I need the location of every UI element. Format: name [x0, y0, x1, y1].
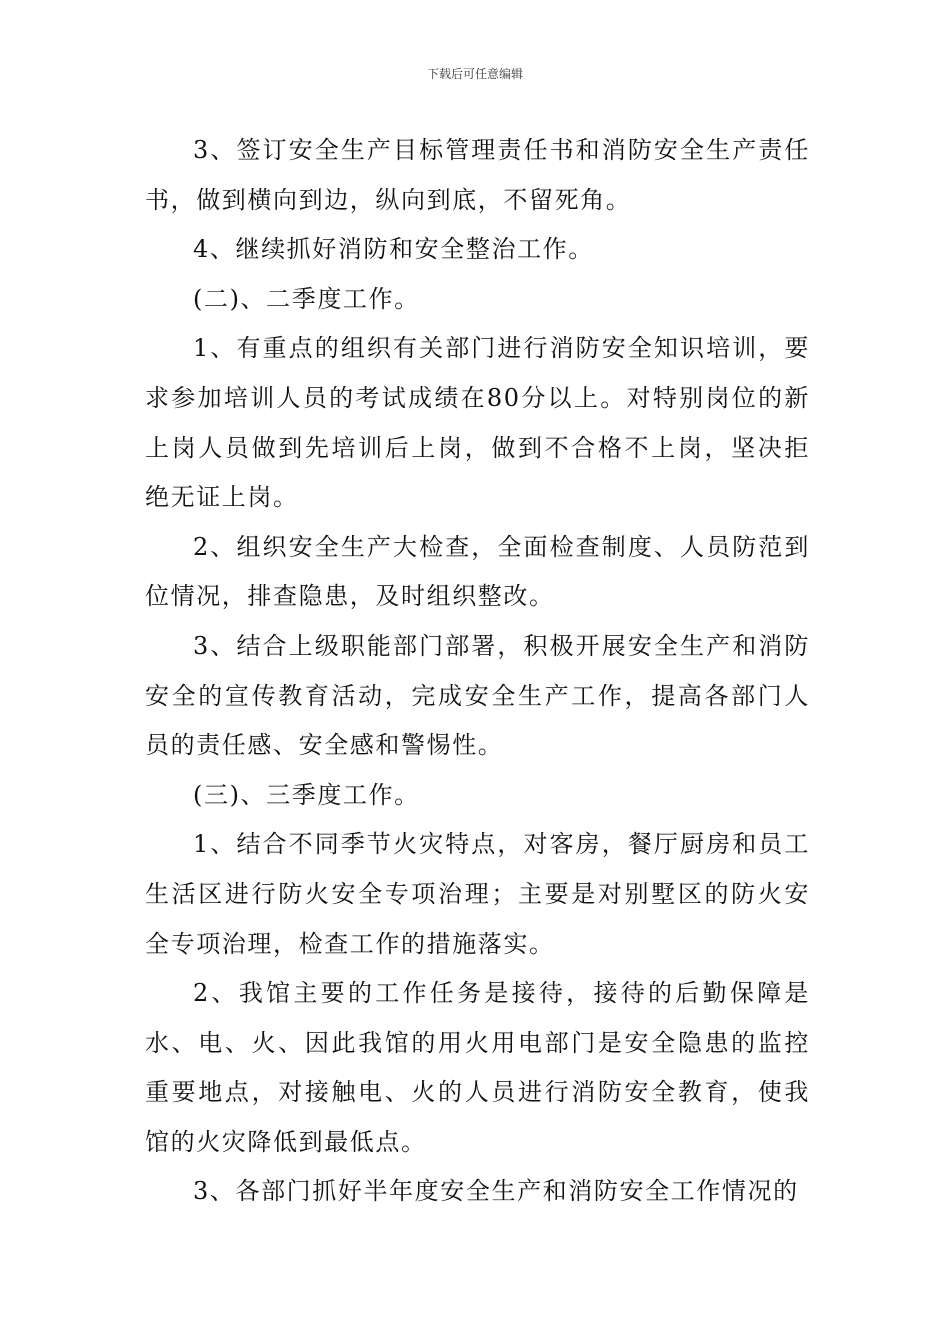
document-body	[145, 126, 810, 1217]
paragraph: 2、我馆主要的工作任务是接待，接待的后勤保障是水、电、火、因此我馆的用火用电部门是安全隐患的监控重要地点，对接触电、火的人员进行消防安全教育，使我馆的火灾降低到最低点。	[145, 979, 810, 1156]
paragraph: 3、签订安全生产目标管理责任书和消防安全生产责任书，做到横向到边，纵向到底，不留死角。	[145, 136, 810, 214]
paragraph: 1、有重点的组织有关部门进行消防安全知识培训，要求参加培训人员的考试成绩在80分以上。对特别岗位的新上岗人员做到先培训后上岗，做到不合格不上岗，坚决拒绝无证上岗。	[145, 334, 810, 512]
section-heading: (三)、三季度工作。	[193, 780, 420, 809]
paragraph: 3、结合上级职能部门部署，积极开展安全生产和消防安全的宣传教育活动，完成安全生产工作，提高各部门人员的责任感、安全感和警惕性。	[145, 631, 810, 760]
paragraph: 2、组织安全生产大检查，全面检查制度、人员防范到位情况，排查隐患，及时组织整改。	[145, 532, 810, 611]
section-heading: (二)、二季度工作。	[193, 284, 420, 313]
paragraph: 3、各部门抓好半年度安全生产和消防安全工作情况的	[193, 1177, 799, 1206]
paragraph: 1、结合不同季节火灾特点，对客房，餐厅厨房和员工生活区进行防火安全专项治理；主要是对别墅区的防火安全专项治理，检查工作的措施落实。	[145, 830, 810, 958]
page-header: 下载后可任意编辑	[426, 67, 523, 81]
paragraph: 4、继续抓好消防和安全整治工作。	[193, 235, 594, 264]
